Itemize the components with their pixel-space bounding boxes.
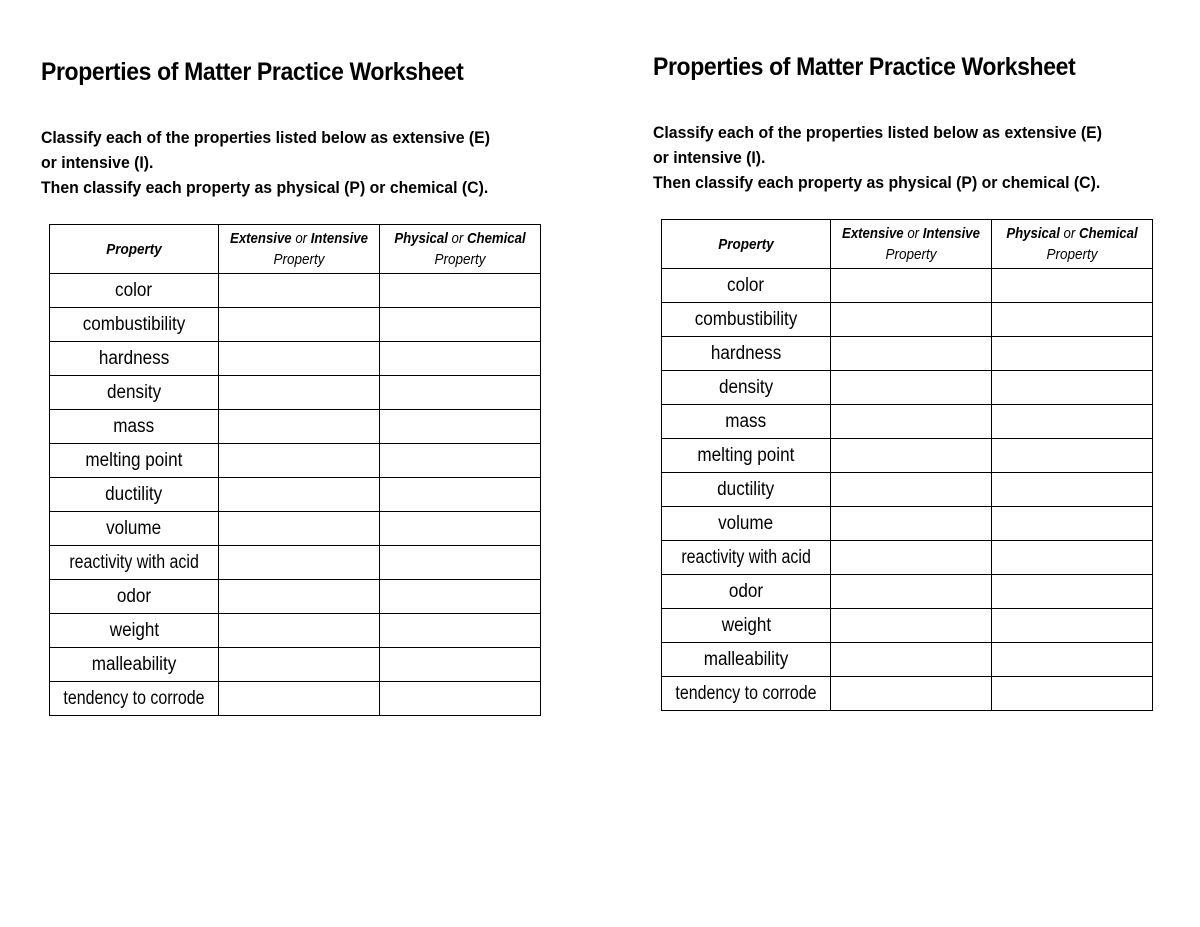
extensive-intensive-answer-cell: [218, 376, 379, 410]
physical-chemical-answer-cell: [991, 405, 1152, 439]
worksheet-title: Properties of Matter Practice Worksheet: [653, 53, 1076, 81]
property-name: ductility: [717, 478, 775, 500]
physical-chemical-answer-cell: [991, 541, 1152, 575]
extensive-intensive-answer-cell: [218, 580, 379, 614]
property-name-cell: [50, 682, 219, 716]
property-name: melting point: [697, 444, 795, 466]
property-name-cell: [50, 580, 219, 614]
extensive-intensive-answer-cell: [830, 405, 991, 439]
table-row: [662, 337, 1153, 371]
extensive-intensive-answer-cell: [218, 274, 379, 308]
physical-chemical-answer-cell: [379, 342, 540, 376]
physical-chemical-answer-cell: [991, 473, 1152, 507]
property-name: ductility: [105, 483, 163, 505]
extensive-intensive-answer-cell: [218, 614, 379, 648]
table-row: [662, 439, 1153, 473]
property-name-cell: [662, 439, 831, 473]
property-name-cell: [50, 274, 219, 308]
property-name: color: [727, 274, 765, 296]
property-name: volume: [718, 512, 774, 534]
physical-chemical-answer-cell: [991, 575, 1152, 609]
physical-chemical-answer-cell: [379, 682, 540, 716]
property-name-cell: [50, 546, 219, 580]
property-name: volume: [106, 517, 162, 539]
property-name-cell: [662, 541, 831, 575]
property-name-cell: [50, 512, 219, 546]
table-row: [662, 507, 1153, 541]
extensive-intensive-answer-cell: [218, 308, 379, 342]
property-name: malleability: [91, 653, 177, 675]
extensive-intensive-answer-cell: [218, 648, 379, 682]
properties-table: [49, 224, 541, 716]
extensive-intensive-answer-cell: [830, 473, 991, 507]
property-name: tendency to corrode: [675, 682, 817, 704]
property-name: reactivity with acid: [681, 546, 811, 568]
table-row: [50, 308, 541, 342]
table-header-row: [662, 220, 1153, 269]
property-name: odor: [728, 580, 764, 602]
table-row: [50, 478, 541, 512]
property-name-cell: [662, 371, 831, 405]
physical-chemical-answer-cell: [379, 546, 540, 580]
table-body: [50, 274, 541, 716]
table-row: [662, 303, 1153, 337]
table-row: [662, 575, 1153, 609]
instructions: [41, 125, 543, 200]
instruction-line: Classify each of the properties listed below as extensive (E): [41, 128, 490, 147]
extensive-intensive-answer-cell: [218, 512, 379, 546]
extensive-intensive-answer-cell: [830, 575, 991, 609]
property-name-cell: [50, 444, 219, 478]
table-row: [662, 677, 1153, 711]
instruction-line: or intensive (I).: [41, 153, 154, 172]
property-name: density: [106, 381, 162, 403]
property-name-cell: [662, 643, 831, 677]
property-name-cell: [662, 303, 831, 337]
instruction-line: Then classify each property as physical (P) or chemical (C).: [653, 173, 1101, 192]
physical-chemical-answer-cell: [379, 444, 540, 478]
extensive-intensive-answer-cell: [830, 439, 991, 473]
property-name: mass: [725, 410, 767, 432]
table-row: [50, 546, 541, 580]
table-row: [50, 376, 541, 410]
instruction-line: Classify each of the properties listed below as extensive (E): [653, 123, 1102, 142]
physical-chemical-answer-cell: [991, 371, 1152, 405]
instruction-line: or intensive (I).: [653, 148, 766, 167]
property-name: odor: [116, 585, 152, 607]
extensive-intensive-answer-cell: [218, 444, 379, 478]
extensive-intensive-answer-cell: [830, 507, 991, 541]
property-name-cell: [50, 614, 219, 648]
extensive-intensive-answer-cell: [218, 342, 379, 376]
table-row: [662, 371, 1153, 405]
property-name-cell: [662, 507, 831, 541]
property-name: weight: [109, 619, 159, 641]
physical-chemical-answer-cell: [379, 274, 540, 308]
table-row: [662, 473, 1153, 507]
extensive-intensive-answer-cell: [218, 682, 379, 716]
header-physical-chemical: Physical or Chemical Property: [379, 225, 540, 274]
property-name: combustibility: [694, 308, 798, 330]
extensive-intensive-answer-cell: [830, 303, 991, 337]
header-property: Property: [662, 220, 831, 269]
property-name-cell: [662, 269, 831, 303]
physical-chemical-answer-cell: [379, 614, 540, 648]
table-row: [662, 541, 1153, 575]
physical-chemical-answer-cell: [379, 512, 540, 546]
header-extensive-intensive: Extensive or Intensive Property: [830, 220, 991, 269]
property-name: combustibility: [82, 313, 186, 335]
extensive-intensive-answer-cell: [830, 677, 991, 711]
property-name: density: [718, 376, 774, 398]
physical-chemical-answer-cell: [379, 648, 540, 682]
physical-chemical-answer-cell: [991, 269, 1152, 303]
table-row: [50, 342, 541, 376]
extensive-intensive-answer-cell: [218, 546, 379, 580]
property-name: mass: [113, 415, 155, 437]
physical-chemical-answer-cell: [991, 439, 1152, 473]
physical-chemical-answer-cell: [991, 303, 1152, 337]
table-row: [50, 580, 541, 614]
property-name-cell: [50, 648, 219, 682]
property-name: melting point: [85, 449, 183, 471]
header-property: Property: [50, 225, 219, 274]
property-name-cell: [50, 342, 219, 376]
property-name-cell: [50, 308, 219, 342]
physical-chemical-answer-cell: [379, 580, 540, 614]
header-extensive-intensive: Extensive or Intensive Property: [218, 225, 379, 274]
physical-chemical-answer-cell: [379, 478, 540, 512]
property-name: color: [115, 279, 153, 301]
property-name-cell: [662, 575, 831, 609]
table-row: [50, 682, 541, 716]
property-name-cell: [662, 473, 831, 507]
physical-chemical-answer-cell: [991, 643, 1152, 677]
table-row: [50, 614, 541, 648]
property-name-cell: [662, 677, 831, 711]
extensive-intensive-answer-cell: [830, 337, 991, 371]
table-row: [50, 444, 541, 478]
table-header-row: [50, 225, 541, 274]
extensive-intensive-answer-cell: [218, 410, 379, 444]
physical-chemical-answer-cell: [379, 410, 540, 444]
property-name: weight: [721, 614, 771, 636]
physical-chemical-answer-cell: [991, 677, 1152, 711]
property-name: malleability: [703, 648, 789, 670]
property-name-cell: [50, 410, 219, 444]
table-row: [50, 410, 541, 444]
property-name-cell: [662, 337, 831, 371]
property-name-cell: [662, 405, 831, 439]
worksheet-right: [653, 53, 1193, 711]
table-row: [662, 269, 1153, 303]
property-name: reactivity with acid: [69, 551, 199, 573]
property-name-cell: [662, 609, 831, 643]
extensive-intensive-answer-cell: [830, 643, 991, 677]
extensive-intensive-answer-cell: [830, 269, 991, 303]
physical-chemical-answer-cell: [991, 337, 1152, 371]
properties-table: [661, 219, 1153, 711]
property-name: hardness: [98, 347, 170, 369]
extensive-intensive-answer-cell: [830, 371, 991, 405]
property-name-cell: [50, 376, 219, 410]
table-row: [662, 405, 1153, 439]
physical-chemical-answer-cell: [991, 609, 1152, 643]
property-name: hardness: [710, 342, 782, 364]
table-body: [662, 269, 1153, 711]
physical-chemical-answer-cell: [991, 507, 1152, 541]
extensive-intensive-answer-cell: [830, 609, 991, 643]
table-row: [662, 643, 1153, 677]
extensive-intensive-answer-cell: [218, 478, 379, 512]
table-row: [50, 274, 541, 308]
instruction-line: Then classify each property as physical (P) or chemical (C).: [41, 178, 489, 197]
physical-chemical-answer-cell: [379, 308, 540, 342]
table-row: [50, 512, 541, 546]
worksheet-title: Properties of Matter Practice Worksheet: [41, 58, 464, 86]
physical-chemical-answer-cell: [379, 376, 540, 410]
worksheet-left: [41, 58, 581, 716]
property-name-cell: [50, 478, 219, 512]
extensive-intensive-answer-cell: [830, 541, 991, 575]
instructions: [653, 120, 1155, 195]
property-name: tendency to corrode: [63, 687, 205, 709]
table-row: [50, 648, 541, 682]
table-row: [662, 609, 1153, 643]
header-physical-chemical: Physical or Chemical Property: [991, 220, 1152, 269]
